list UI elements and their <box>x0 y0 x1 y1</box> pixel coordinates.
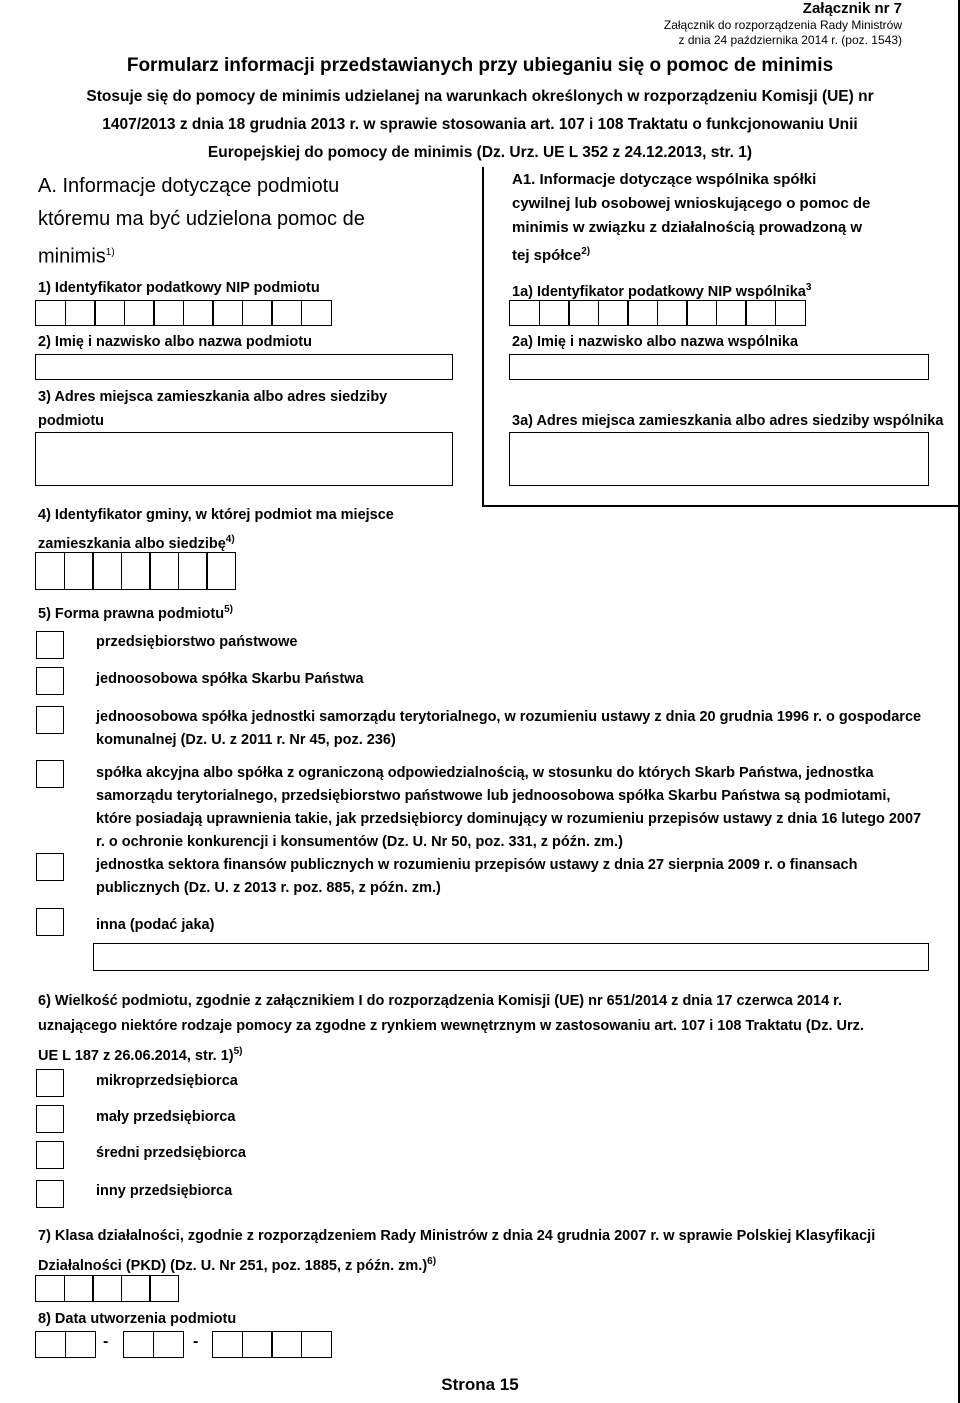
section-a-heading-2: któremu ma być udzielona pomoc de <box>38 208 365 230</box>
address-input[interactable] <box>35 432 453 486</box>
name-input[interactable] <box>35 354 453 380</box>
size-option-2: mały przedsiębiorca <box>96 1109 236 1125</box>
date-separator-2: - <box>193 1333 199 1350</box>
commune-label-2: zamieszkania albo siedzibę$^{4)}$ <box>38 534 235 552</box>
commune-label-1: 4) Identyfikator gminy, w której podmiot ma miejsce <box>38 507 394 523</box>
page-number: Strona 15 <box>441 1375 519 1394</box>
attachment-number: Załącznik nr 7 <box>802 0 902 17</box>
legal-form-option-3: jednoosobowa spółka jednostki samorządu terytorialnego, w rozumieniu ustawy z dnia 20 grudnia 1996 r. o gospodarce komunalnej (Dz. U. z 2011 r. Nr 45, poz. 236) <box>96 709 922 748</box>
size-checkbox-1[interactable] <box>36 1069 64 1097</box>
name-label: 2) Imię i nazwisko albo nazwa podmiotu <box>38 334 312 350</box>
section-a1-heading <box>512 168 870 268</box>
size-option-4: inny przedsiębiorca <box>96 1183 233 1199</box>
legal-form-checkbox-5[interactable] <box>36 853 64 881</box>
date-year-cells[interactable] <box>212 1331 330 1358</box>
address-label-1: 3) Adres miejsca zamieszkania albo adres siedziby <box>38 389 388 405</box>
date-day-cells[interactable] <box>35 1331 94 1358</box>
size-option-1: mikroprzedsiębiorca <box>96 1073 238 1089</box>
legal-form-option-4: spółka akcyjna albo spółka z ograniczoną odpowiedzialnością, w stosunku do których Skarb Państwa, jednostka samorządu terytorialnego, przedsiębiorstwo państwowe lub jednoosobowa spółka Skarbu Państwa są podmiotami, które posiadają uprawnienia takie, jak przedsiębiorcy dominujący w rozumieniu przepisów ustawy z dnia 16 lutego 2007 r. o ochronie konkurencji i konsumentów (Dz. U. Nr 50, poz. 331, z późn. zm.) <box>96 765 922 850</box>
pkd-cells[interactable] <box>35 1275 178 1302</box>
legal-form-label: 5) Forma prawna podmiotu$^{5)}$ <box>38 604 233 622</box>
partner-name-input[interactable] <box>509 354 929 380</box>
nip-label: 1) Identyfikator podatkowy NIP podmiotu <box>38 280 320 296</box>
nip-partner-cells[interactable] <box>509 300 804 326</box>
legal-form-checkbox-2[interactable] <box>36 667 64 695</box>
section-a1-heading-1: A1. Informacje dotyczące wspólnika spółki <box>512 171 817 188</box>
section-a1-heading-3: minimis w związku z działalnością prowadzoną w <box>512 219 863 236</box>
section-a1-heading-4: tej spółce$^{2)}$ <box>512 246 591 264</box>
nip-cells[interactable] <box>35 300 330 326</box>
legal-form-option-1: przedsiębiorstwo państwowe <box>96 634 298 650</box>
partner-address-label: 3a) Adres miejsca zamieszkania albo adres siedziby wspólnika <box>512 413 944 429</box>
form-subtitle-1: Stosuje się do pomocy de minimis udzielanej na warunkach określonych w rozporządzeniu Komisji (UE) nr <box>86 88 874 105</box>
legal-form-option-5: jednostka sektora finansów publicznych w rozumieniu przepisów ustawy z dnia 27 sierpnia 2009 r. o finansach publicznych (Dz. U. z 2013 r. poz. 885, z późn. zm.) <box>96 857 858 896</box>
address-label-2: podmiotu <box>38 413 105 429</box>
legal-form-other-input[interactable] <box>93 943 929 971</box>
size-option-3: średni przedsiębiorca <box>96 1145 246 1161</box>
size-label-3: UE L 187 z 26.06.2014, str. 1)$^{5)}$ <box>38 1046 243 1064</box>
size-label-2: uznającego niektóre rodzaje pomocy za zgodne z rynkiem wewnętrznym w zastosowaniu art. 107 i 108 Traktatu (Dz. Urz. <box>38 1018 864 1034</box>
form-title: Formularz informacji przedstawianych przy ubieganiu się o pomoc de minimis <box>126 55 834 76</box>
size-label-1: 6) Wielkość podmiotu, zgodnie z załącznikiem I do rozporządzenia Komisji (UE) nr 651/2014 z dnia 17 czerwca 2014 r. <box>38 993 843 1009</box>
legal-form-checkbox-1[interactable] <box>36 631 64 659</box>
nip-partner-label: 1a) Identyfikator podatkowy NIP wspólnika$^3$ <box>512 282 812 300</box>
date-separator-1: - <box>103 1333 109 1350</box>
section-a1-heading-2: cywilnej lub osobowej wnioskującego o pomoc de <box>512 195 871 212</box>
legal-form-option-6: inna (podać jaka) <box>96 917 215 933</box>
partner-name-label: 2a) Imię i nazwisko albo nazwa wspólnika <box>512 334 799 350</box>
form-subtitle-3: Europejskiej do pomocy de minimis (Dz. Urz. UE L 352 z 24.12.2013, str. 1) <box>207 144 753 161</box>
attachment-reference: Załącznik do rozporządzenia Rady Ministrów <box>663 18 902 32</box>
attachment-reference-date: z dnia 24 października 2014 r. (poz. 1543) <box>678 33 902 47</box>
date-month-cells[interactable] <box>123 1331 182 1358</box>
creation-date-label: 8) Data utworzenia podmiotu <box>38 1311 237 1327</box>
legal-form-checkbox-6[interactable] <box>36 908 64 936</box>
size-checkbox-4[interactable] <box>36 1180 64 1208</box>
section-a-heading-1: A. Informacje dotyczące podmiotu <box>38 175 340 197</box>
commune-cells[interactable] <box>35 552 235 590</box>
section-a-heading <box>38 170 365 274</box>
legal-form-checkbox-4[interactable] <box>36 760 64 788</box>
size-checkbox-3[interactable] <box>36 1141 64 1169</box>
legal-form-checkbox-3[interactable] <box>36 706 64 734</box>
form-subtitle-2: 1407/2013 z dnia 18 grudnia 2013 r. w sprawie stosowania art. 107 i 108 Traktatu o funkcjonowaniu Unii <box>102 116 858 133</box>
pkd-label-1: 7) Klasa działalności, zgodnie z rozporządzeniem Rady Ministrów z dnia 24 grudnia 2007 r. w sprawie Polskiej Klasyfikacji <box>38 1228 876 1244</box>
section-a-heading-3: minimis$^{1)}$ <box>38 245 115 268</box>
size-checkbox-2[interactable] <box>36 1105 64 1133</box>
pkd-label-2: Działalności (PKD) (Dz. U. Nr 251, poz. 1885, z późn. zm.)$^{6)}$ <box>38 1256 437 1274</box>
legal-form-option-2: jednoosobowa spółka Skarbu Państwa <box>96 671 364 687</box>
partner-address-input[interactable] <box>509 432 929 486</box>
